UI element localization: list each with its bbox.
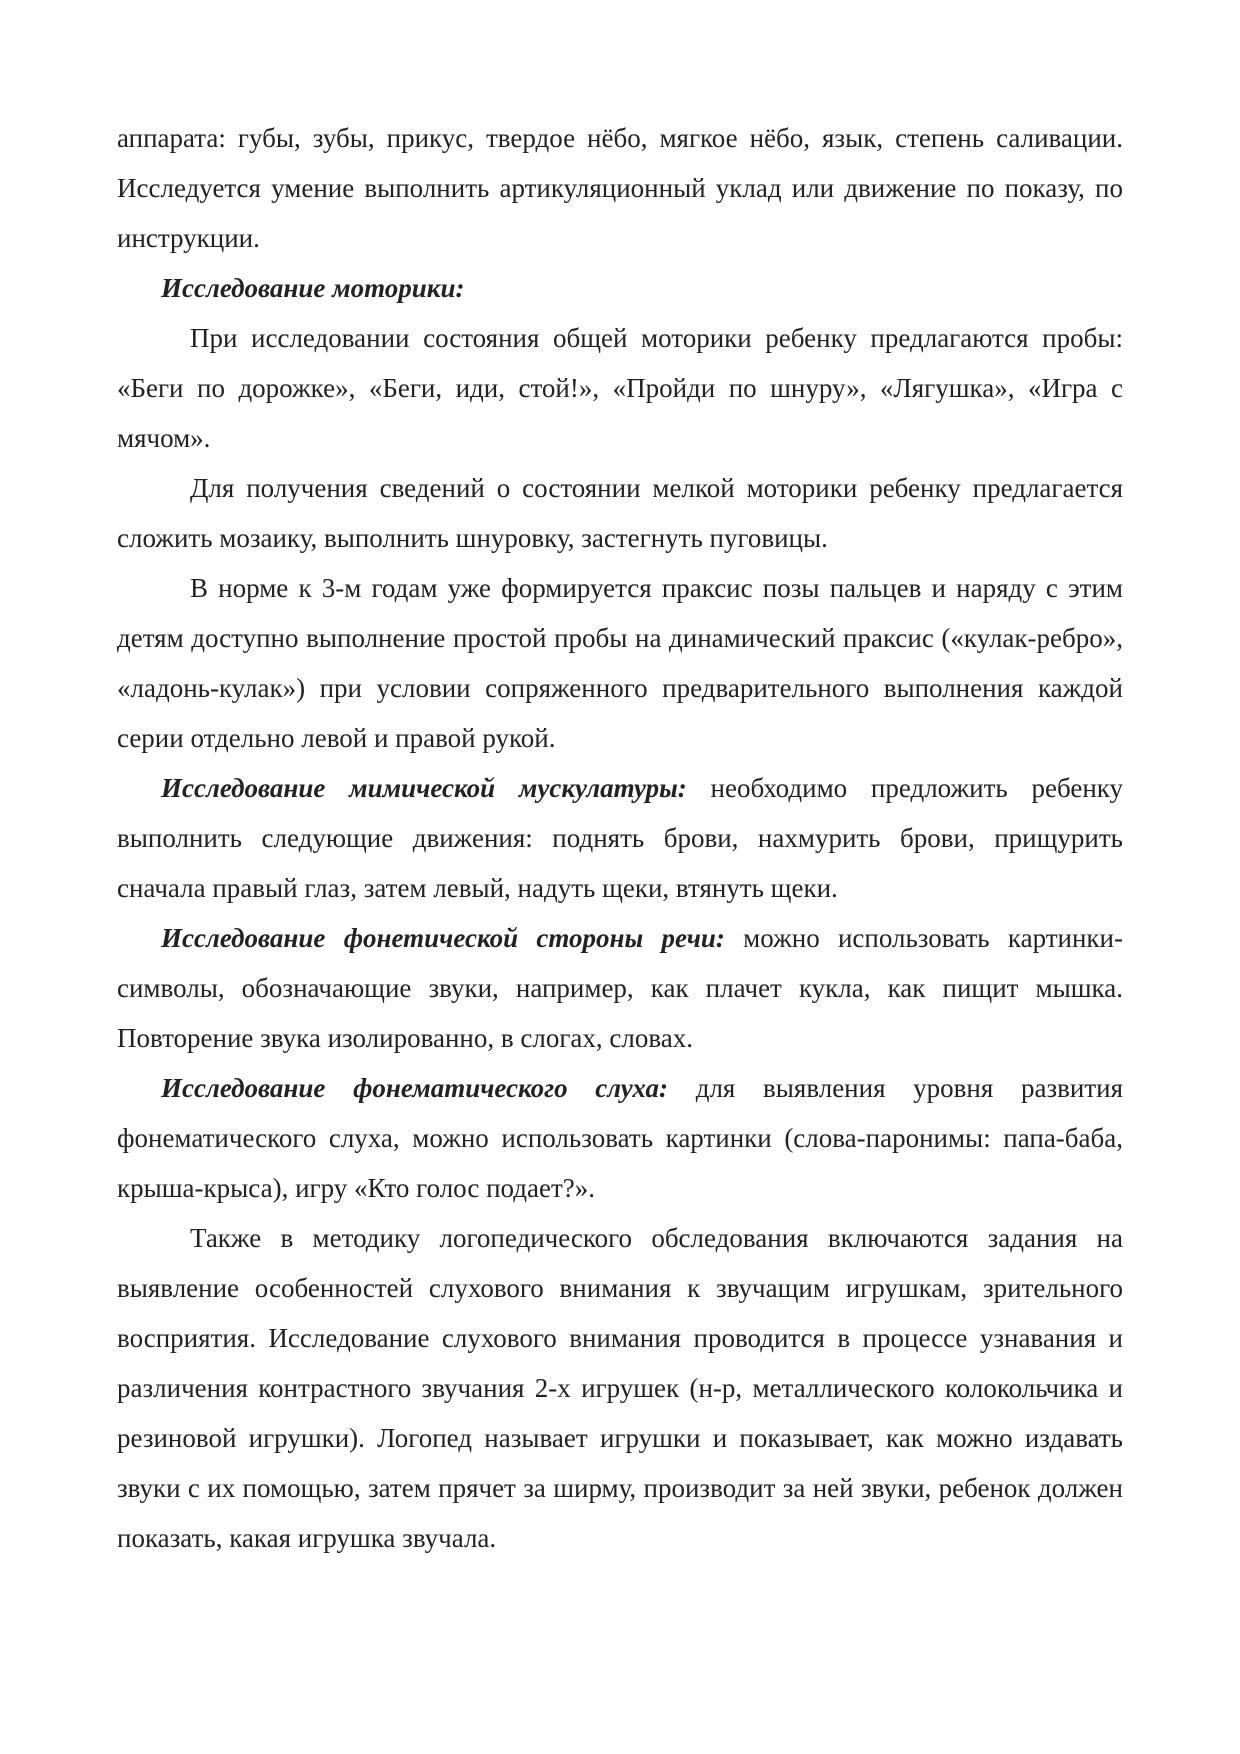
heading-facial-muscles: Исследование мимической мускулатуры: xyxy=(161,773,687,803)
heading-motor-skills xyxy=(117,263,1123,313)
paragraph-praxis: В норме к 3-м годам уже формируется праксис позы пальцев и наряду с этим детям доступно выполнение простой пробы на динамический праксис («кулак-ребро», «ладонь-кулак») при условии сопряженного предварительного выполнения каждой серии отдельно левой и правой рукой. xyxy=(117,573,1123,753)
paragraph-articulation-continued: аппарата: губы, зубы, прикус, твердое нёбо, мягкое нёбо, язык, степень саливации. Исследуется умение выполнить артикуляционный уклад или движение по показу, по инструкции. xyxy=(117,123,1123,253)
heading-phonemic-hearing: Исследование фонематического слуха: xyxy=(161,1073,669,1103)
paragraph-gross-motor: При исследовании состояния общей моторики ребенку предлагаются пробы: «Беги по дорожке», «Беги, иди, стой!», «Пройди по шнуру», «Лягушка», «Игра с мячом». xyxy=(117,323,1123,453)
paragraph-facial-muscles-text: необходимо предложить ребенку выполнить следующие движения: поднять брови, нахмурить брови, прищурить сначала правый глаз, затем левый, надуть щеки, втянуть щеки. xyxy=(117,773,1123,903)
paragraph-auditory-attention: Также в методику логопедического обследования включаются задания на выявление особенностей слухового внимания к звучащим игрушкам, зрительного восприятия. Исследование слухового внимания проводится в процессе узнавания и различения контрастного звучания 2-х игрушек (н-р, металлического колокольчика и резиновой игрушки). Логопед называет игрушки и показывает, как можно издавать звуки с их помощью, затем прячет за ширму, производит за ней звуки, ребенок должен показать, какая игрушка звучала. xyxy=(117,1223,1123,1553)
paragraph-facial-muscles xyxy=(117,763,1123,913)
paragraph-phonemic-hearing-text: для выявления уровня развития фонематического слуха, можно использовать картинки (слова-паронимы: папа-баба, крыша-крыса), игру «Кто голос подает?». xyxy=(117,1073,1123,1203)
paragraph-fine-motor: Для получения сведений о состоянии мелкой моторики ребенку предлагается сложить мозаику, выполнить шнуровку, застегнуть пуговицы. xyxy=(117,473,1123,553)
paragraph-phonemic-hearing xyxy=(117,1063,1123,1213)
heading-phonetics: Исследование фонетической стороны речи: xyxy=(161,923,725,953)
heading-motor-skills-text: Исследование моторики: xyxy=(161,273,465,303)
paragraph-phonetics-text: можно использовать картинки-символы, обозначающие звуки, например, как плачет кукла, как пищит мышка. Повторение звука изолированно, в слогах, словах. xyxy=(117,923,1123,1053)
document-body xyxy=(117,113,1123,1563)
paragraph-phonetics xyxy=(117,913,1123,1063)
